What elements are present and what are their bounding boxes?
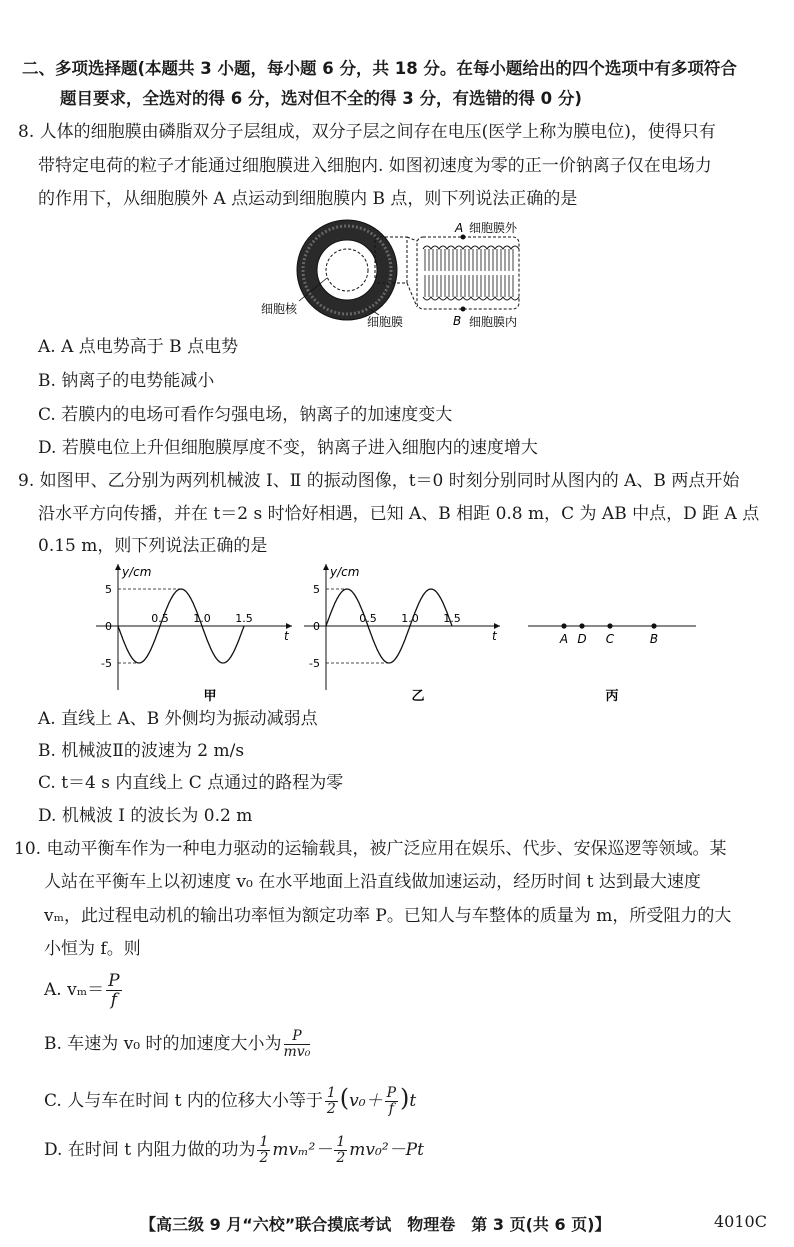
q10-option-d [44,1130,424,1170]
footer-code: 4010C [714,1212,767,1231]
x-tick-label: 1.0 [401,612,419,625]
cell-membrane-figure [255,215,575,335]
q10-option-b-prefix: B. 车速为 v₀ 时的加速度大小为 [44,1034,282,1054]
term-mvm2: mvₘ²－ [272,1140,333,1160]
term-mv02-pt: mv₀²－Pt [349,1140,424,1160]
fraction-p-over-f [385,1086,398,1117]
x-axis-label: t [284,629,289,643]
point-a [461,235,466,240]
q9-option-b: B. 机械波Ⅱ的波速为 2 m/s [38,741,245,761]
frac-numerator: 1 [259,1134,269,1150]
y-tick-label: 5 [313,583,320,596]
q8-stem-line1: 8. 人体的细胞膜由磷脂双分子层组成，双分子层之间存在电压(医学上称为膜电位)，使得只有 [18,122,716,142]
q10-option-c [44,1078,416,1121]
q8-option-b: B. 钠离子的电势能减小 [38,371,215,391]
x-tick-label: 1.5 [443,612,461,625]
q10-stem-line1: 10. 电动平衡车作为一种电力驱动的运输载具，被广泛应用在娱乐、代步、安保巡逻等领域。某 [14,839,727,859]
frac-denominator: f [388,1101,394,1117]
frac-numerator: P [284,1029,311,1045]
label-membrane: 细胞膜 [367,315,404,329]
x-tick-label: 1.5 [235,612,253,625]
y-axis-arrow [115,564,121,570]
membrane-lower-layer [423,297,519,300]
fraction-p-over-mv0 [284,1029,311,1060]
q10-stem-line4: 小恒为 f。则 [44,939,141,959]
q9-stem-line1: 9. 如图甲、乙分别为两列机械波 Ⅰ、Ⅱ 的振动图像，t＝0 时刻分别同时从图内的 A、B 两点开始 [18,471,740,491]
y-axis-label: y/cm [122,565,152,579]
term-v0: v₀＋ [349,1091,383,1111]
q8-option-c: C. 若膜内的电场可看作匀强电场，钠离子的加速度变大 [38,405,453,425]
term-t: t [409,1091,417,1111]
q10-option-c-prefix: C. 人与车在时间 t 内的位移大小等于 [44,1091,323,1111]
q9-stem-line2: 沿水平方向传播，并在 t＝2 s 时恰好相遇，已知 A、B 相距 0.8 m，C 为 AB 中点，D 距 A 点 [38,504,760,524]
y-axis-arrow [323,564,329,570]
frac-denominator: 2 [326,1101,336,1117]
q8-stem-line3: 的作用下，从细胞膜外 A 点运动到细胞膜内 B 点，则下列说法正确的是 [38,189,578,209]
label-b: B [453,314,462,328]
label-a: A [455,221,464,235]
y-tick-label: -5 [101,657,112,670]
section-heading-line2: 题目要求，全选对的得 6 分，选对但不全的得 3 分，有选错的得 0 分) [60,89,582,108]
q10-option-a [44,970,124,1010]
x-axis-label: t [492,629,497,643]
frac-denominator: 2 [259,1150,269,1166]
zoom-line-bottom [407,283,417,307]
section-heading-line1: 二、多项选择题(本题共 3 小题，每小题 6 分，共 18 分。在每小题给出的四个选项中有多项符合 [22,59,737,78]
point-label-a: A [559,632,569,646]
y-tick-label: 5 [105,583,112,596]
point-label-d: D [577,632,587,646]
q10-stem-line3: vₘ，此过程电动机的输出功率恒为额定功率 P。已知人与车整体的质量为 m，所受阻力的大 [44,906,732,926]
x-tick-label: 0.5 [359,612,377,625]
x-tick-label: 0.5 [151,612,169,625]
frac-denominator: 2 [336,1150,346,1166]
wave-chart-jia [92,560,302,708]
zoom-line-top [407,237,417,241]
membrane-tails-lower [425,275,513,297]
y-tick-label: -5 [309,657,320,670]
point-a [561,623,566,628]
fraction-p-over-f [106,972,121,1009]
q10-option-b [44,1024,312,1064]
q9-option-c: C. t＝4 s 内直线上 C 点通过的路程为零 [38,773,344,793]
q9-option-a: A. 直线上 A、B 外侧均为振动减弱点 [38,709,318,729]
q9-option-d: D. 机械波 I 的波长为 0.2 m [38,806,253,826]
label-nucleus: 细胞核 [261,302,298,316]
point-label-b: B [649,632,659,646]
frac-numerator: 1 [326,1085,336,1101]
point-d [579,623,584,628]
chart-caption: 乙 [411,689,425,704]
y-tick-label: 0 [313,620,320,633]
y-axis-label: y/cm [330,565,360,579]
fraction-one-half [257,1135,270,1166]
fraction-one-half [325,1086,338,1117]
footer-title: 【高三级 9 月“六校”联合摸底考试 物理卷 第 3 页(共 6 页)】 [140,1215,611,1234]
frac-numerator: 1 [336,1134,346,1150]
point-b [651,623,656,628]
q10-option-d-prefix: D. 在时间 t 内阻力做的功为 [44,1140,256,1160]
q8-stem-line2: 带特定电荷的粒子才能通过细胞膜进入细胞内. 如图初速度为零的正一价钠离子仅在电场力 [38,156,712,176]
q8-option-a: A. A 点电势高于 B 点电势 [38,337,239,357]
frac-denominator: mv₀ [283,1044,311,1060]
frac-numerator: P [108,971,120,991]
fraction-one-half [334,1135,347,1166]
q9-stem-line3: 0.15 m，则下列说法正确的是 [38,536,268,556]
y-tick-label: 0 [105,620,112,633]
label-inside: 细胞膜内 [469,315,518,329]
frac-denominator: f [110,990,117,1010]
membrane-tails [425,249,513,271]
x-tick-label: 1.0 [193,612,211,625]
label-outside: 细胞膜外 [469,221,518,235]
paren-open: ( [339,1084,350,1112]
paren-close: ) [400,1084,410,1112]
point-c [607,623,612,628]
frac-numerator: P [386,1085,396,1101]
q10-option-a-prefix: A. vₘ＝ [44,980,105,1000]
point-b [461,307,466,312]
chart-caption: 丙 [605,689,619,704]
membrane-upper-layer [423,246,519,249]
q8-option-d: D. 若膜电位上升但细胞膜厚度不变，钠离子进入细胞内的速度增大 [38,438,538,458]
chart-caption: 甲 [203,689,217,704]
points-line-bing [520,560,710,708]
wave-chart-yi [300,560,510,708]
q10-stem-line2: 人站在平衡车上以初速度 v₀ 在水平地面上沿直线做加速运动，经历时间 t 达到最大速度 [44,872,701,892]
point-label-c: C [605,632,615,646]
